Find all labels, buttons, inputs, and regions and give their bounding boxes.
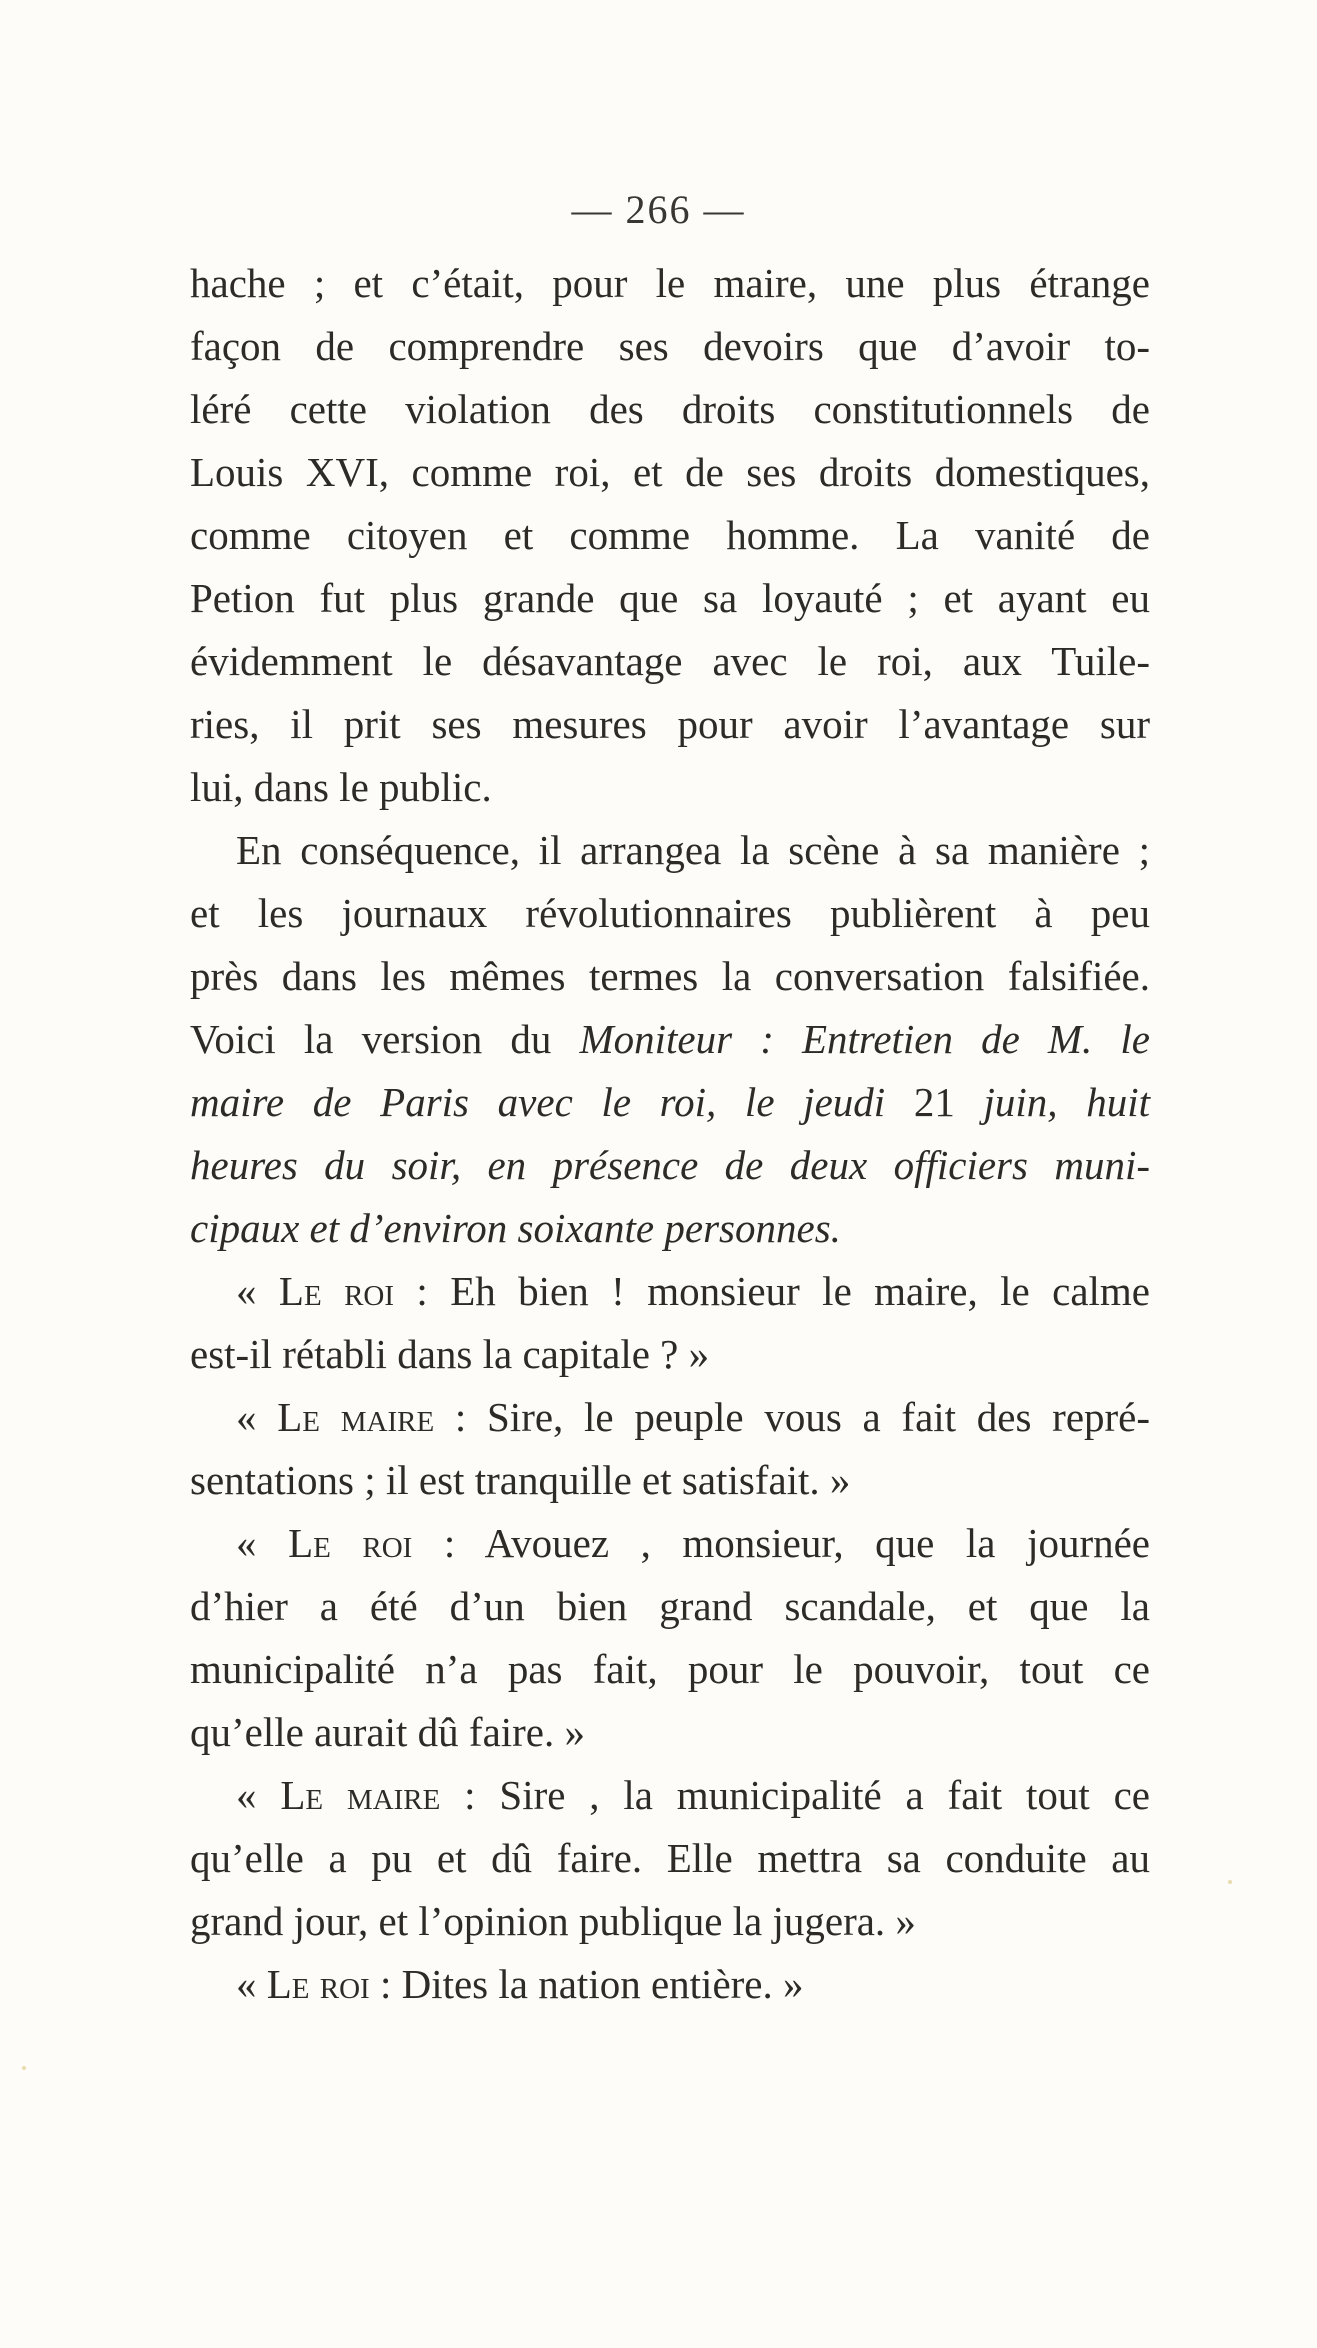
text-line: ries, il prit ses mesures pour avoir l’avantage sur [190, 701, 1150, 747]
italic-title: Moniteur : Entretien de M. le [579, 1016, 1150, 1062]
body-text [190, 252, 1150, 2016]
text-line: sentations ; il est tranquille et satisfait. » [190, 1457, 851, 1503]
text-line: près dans les mêmes termes la conversation falsifiée. [190, 953, 1150, 999]
speaker-label: Le maire [280, 1772, 441, 1818]
dialogue-line: « Le maire : Sire , la municipalité a fait tout ce [236, 1772, 1150, 1818]
text-line: heures du soir, en présence de deux officiers muni- [190, 1142, 1150, 1188]
speaker-label: Le roi [278, 1268, 395, 1314]
speaker-label: Le roi [266, 1961, 370, 2007]
text-line: hache ; et c’était, pour le maire, une plus étrange [190, 260, 1150, 306]
speaker-label: Le maire [277, 1394, 435, 1440]
dialogue-line: « Le roi : Avouez , monsieur, que la journée [236, 1520, 1151, 1566]
text-line: et les journaux révolutionnaires publièrent à peu [190, 890, 1150, 936]
text-line: qu’elle aurait dû faire. » [190, 1709, 586, 1755]
text-line: façon de comprendre ses devoirs que d’avoir to- [190, 323, 1150, 369]
text-line: léré cette violation des droits constitutionnels de [190, 386, 1150, 432]
text-line: lui, dans le public. [190, 764, 492, 810]
text-line: est-il rétabli dans la capitale ? » [190, 1331, 710, 1377]
text-line: municipalité n’a pas fait, pour le pouvoir, tout ce [190, 1646, 1150, 1692]
dialogue-line: « Le roi : Dites la nation entière. » [236, 1961, 804, 2007]
page-number: — 266 — [571, 187, 746, 232]
text-line: comme citoyen et comme homme. La vanité de [190, 512, 1150, 558]
text-line: cipaux et d’environ soixante personnes. [190, 1205, 841, 1251]
text-line: Petion fut plus grande que sa loyauté ; et ayant eu [190, 575, 1150, 621]
text-line: Louis XVI, comme roi, et de ses droits domestiques, [190, 449, 1150, 495]
text-line: maire de Paris avec le roi, le jeudi 21 juin, huit [190, 1079, 1150, 1125]
text-line: d’hier a été d’un bien grand scandale, et que la [190, 1583, 1150, 1629]
dialogue-line: « Le maire : Sire, le peuple vous a fait des repré- [236, 1394, 1151, 1440]
speaker-label: Le roi [288, 1520, 413, 1566]
text-line: grand jour, et l’opinion publique la jugera. » [190, 1898, 916, 1944]
paper-speck [1228, 1880, 1232, 1884]
paper-speck [22, 2066, 26, 2070]
text-line: Voici la version du Moniteur : Entretien de M. le [190, 1016, 1150, 1062]
text-line: évidemment le désavantage avec le roi, aux Tuile- [190, 638, 1150, 684]
italic-title: maire de Paris avec le roi, le jeudi [190, 1079, 914, 1125]
italic-title: juin, huit [954, 1079, 1150, 1125]
dialogue-line: « Le roi : Eh bien ! monsieur le maire, le calme [236, 1268, 1151, 1314]
paragraph-start-line: En conséquence, il arrangea la scène à sa manière ; [236, 827, 1150, 873]
text-line: qu’elle a pu et dû faire. Elle mettra sa conduite au [190, 1835, 1150, 1881]
